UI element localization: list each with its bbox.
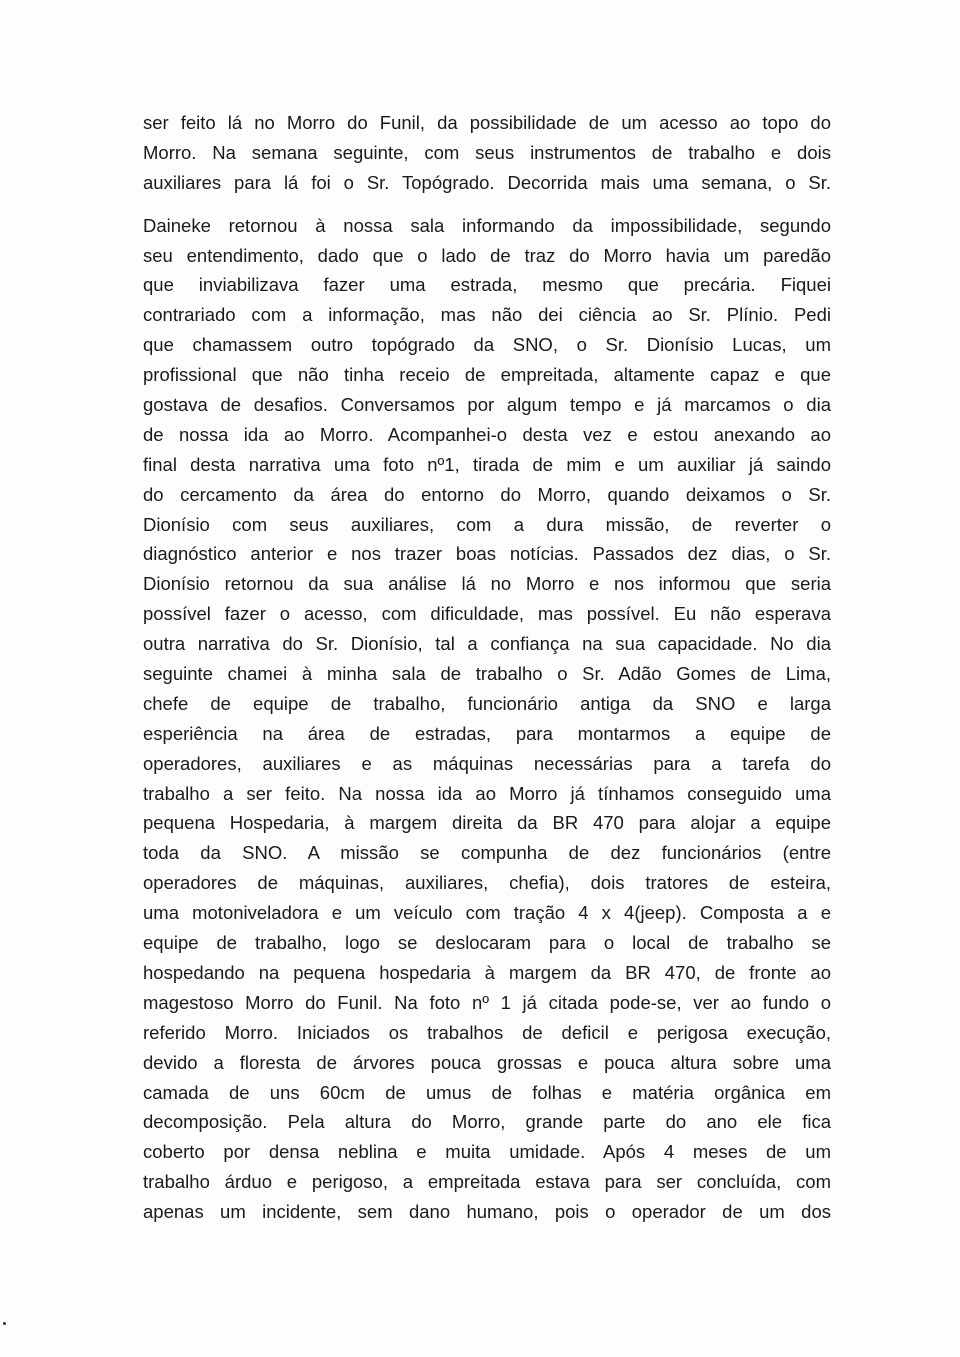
text-line: magestoso Morro do Funil. Na foto nº 1 já citada pode-se, ver ao fundo o	[143, 991, 831, 1013]
text-line: equipe de trabalho, logo se deslocaram para o local de trabalho se	[143, 932, 831, 954]
text-line: Dionísio com seus auxiliares, com a dura missão, de reverter o	[143, 513, 831, 535]
text-line: referido Morro. Iniciados os trabalhos de deficil e perigosa execução,	[143, 1021, 831, 1043]
text-line: coberto por densa neblina e muita umidade. Após 4 meses de um	[143, 1141, 831, 1163]
text-line: devido a floresta de árvores pouca grossas e pouca altura sobre uma	[143, 1051, 831, 1073]
text-line: apenas um incidente, sem dano humano, pois o operador de um dos	[143, 1201, 831, 1223]
text-line: profissional que não tinha receio de empreitada, altamente capaz e que	[143, 364, 831, 386]
text-line: seguinte chamei à minha sala de trabalho o Sr. Adão Gomes de Lima,	[143, 663, 831, 685]
text-line: Morro. Na semana seguinte, com seus instrumentos de trabalho e dois	[143, 141, 831, 163]
text-line: uma motoniveladora e um veículo com tração 4 x 4(jeep). Composta a e	[143, 902, 831, 924]
scan-speck	[3, 1322, 6, 1325]
text-line: outra narrativa do Sr. Dionísio, tal a confiança na sua capacidade. No dia	[143, 633, 831, 655]
text-line: decomposição. Pela altura do Morro, grande parte do ano ele fica	[143, 1111, 831, 1133]
text-line: hospedando na pequena hospedaria à margem da BR 470, de fronte ao	[143, 961, 831, 983]
text-line: contrariado com a informação, mas não dei ciência ao Sr. Plínio. Pedi	[143, 304, 831, 326]
text-line: gostava de desafios. Conversamos por algum tempo e já marcamos o dia	[143, 394, 831, 416]
text-line: chefe de equipe de trabalho, funcionário antiga da SNO e larga	[143, 692, 831, 714]
text-line: esperiência na área de estradas, para montarmos a equipe de	[143, 722, 831, 744]
text-line: pequena Hospedaria, à margem direita da BR 470 para alojar a equipe	[143, 812, 831, 834]
text-line: possível fazer o acesso, com dificuldade, mas possível. Eu não esperava	[143, 603, 831, 625]
text-line: diagnóstico anterior e nos trazer boas notícias. Passados dez dias, o Sr.	[143, 543, 831, 565]
text-line: que chamassem outro topógrado da SNO, o Sr. Dionísio Lucas, um	[143, 334, 831, 356]
text-line: auxiliares para lá foi o Sr. Topógrado. Decorrida mais uma semana, o Sr.	[143, 171, 831, 193]
text-line: operadores, auxiliares e as máquinas necessárias para a tarefa do	[143, 752, 831, 774]
text-line: de nossa ida ao Morro. Acompanhei-o desta vez e estou anexando ao	[143, 423, 831, 445]
text-line: Daineke retornou à nossa sala informando da impossibilidade, segundo	[143, 214, 831, 236]
body-text	[143, 108, 831, 1227]
text-line: Dionísio retornou da sua análise lá no Morro e nos informou que seria	[143, 573, 831, 595]
text-line: do cercamento da área do entorno do Morro, quando deixamos o Sr.	[143, 483, 831, 505]
text-line: operadores de máquinas, auxiliares, chefia), dois tratores de esteira,	[143, 872, 831, 894]
text-line: trabalho a ser feito. Na nossa ida ao Morro já tínhamos conseguido uma	[143, 782, 831, 804]
text-line: que inviabilizava fazer uma estrada, mesmo que precária. Fiquei	[143, 274, 831, 296]
text-line: camada de uns 60cm de umus de folhas e matéria orgânica em	[143, 1081, 831, 1103]
text-line: final desta narrativa uma foto nº1, tirada de mim e um auxiliar já saindo	[143, 453, 831, 475]
text-line: ser feito lá no Morro do Funil, da possibilidade de um acesso ao topo do	[143, 112, 831, 133]
text-line: trabalho árduo e perigoso, a empreitada estava para ser concluída, com	[143, 1171, 831, 1193]
text-line: toda da SNO. A missão se compunha de dez funcionários (entre	[143, 842, 831, 864]
text-line: seu entendimento, dado que o lado de traz do Morro havia um paredão	[143, 244, 831, 266]
